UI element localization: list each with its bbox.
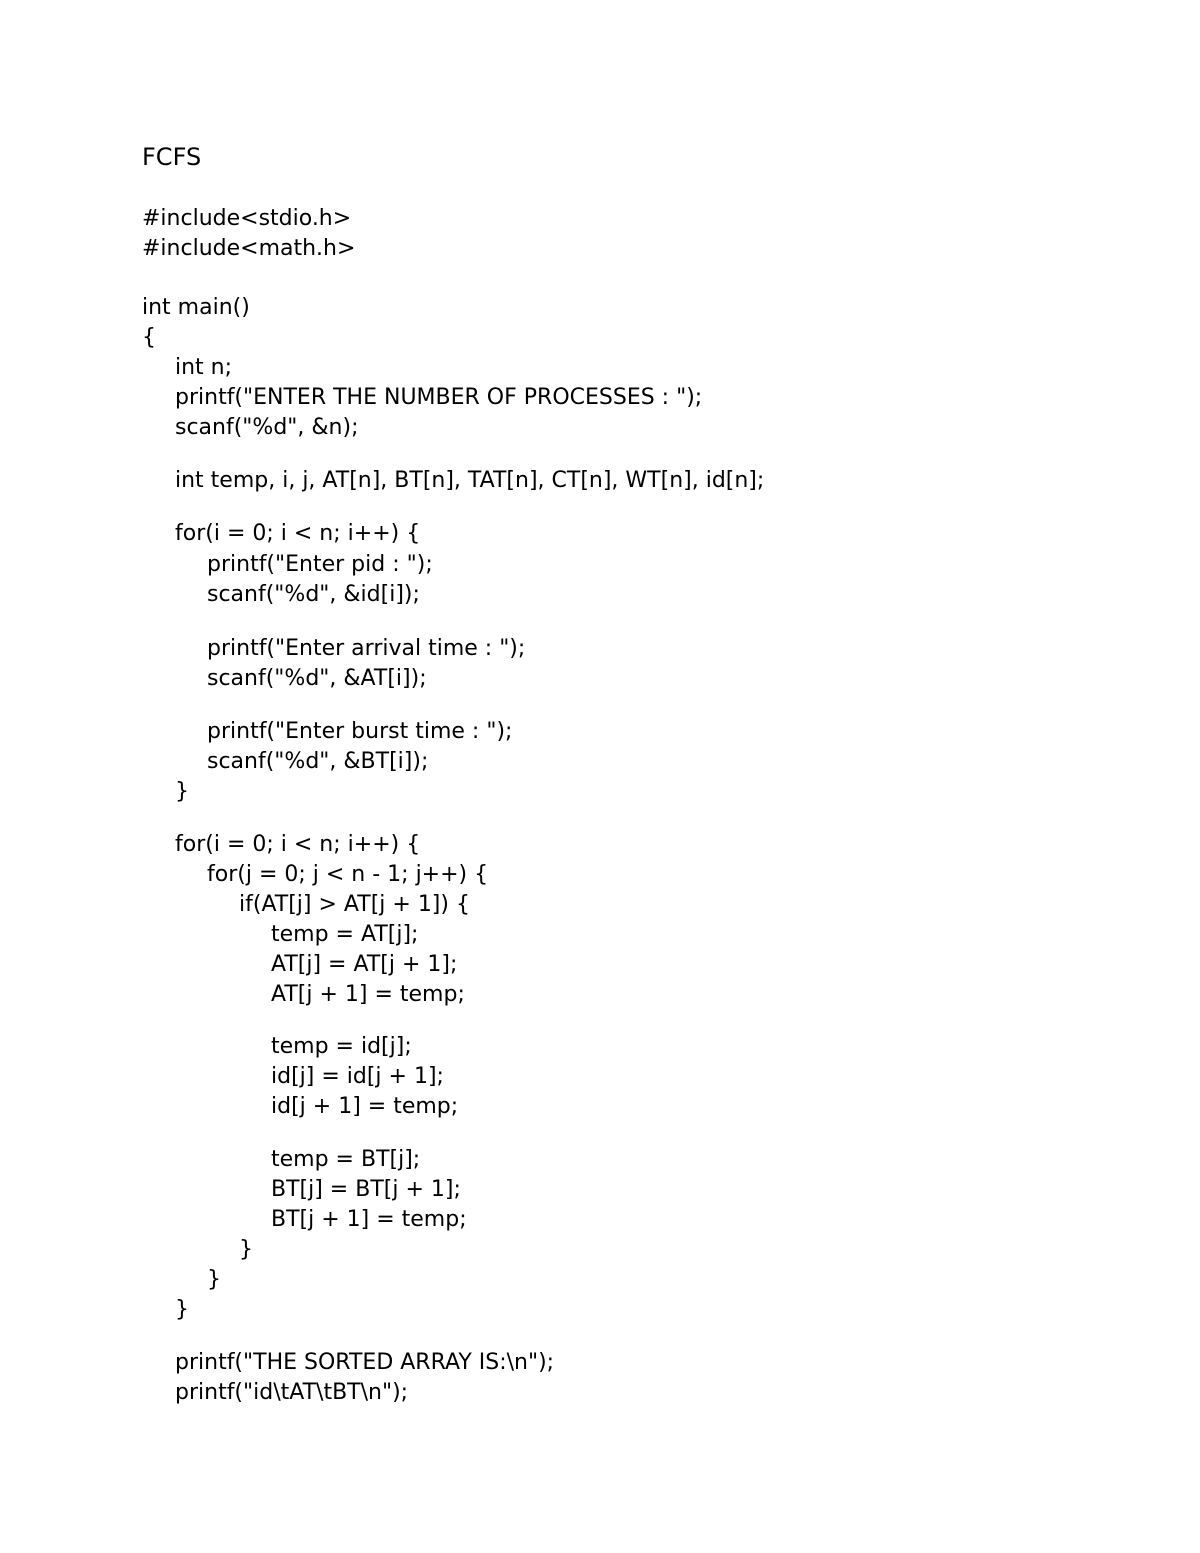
code-line-printf-burst: printf("Enter burst time : ");: [207, 719, 513, 744]
code-line-inner-for-close: }: [207, 1267, 221, 1292]
code-line-declare-n: int n;: [175, 355, 233, 380]
code-line-printf-processes: printf("ENTER THE NUMBER OF PROCESSES : ");: [175, 385, 703, 410]
code-line-swap-id-2: id[j] = id[j + 1];: [271, 1064, 444, 1089]
code-line-sort-outer-for: for(i = 0; i < n; i++) {: [175, 832, 421, 857]
code-line-scanf-arrival: scanf("%d", &AT[i]);: [207, 666, 427, 691]
code-line-swap-id-1: temp = id[j];: [271, 1034, 412, 1059]
code-line-printf-arrival: printf("Enter arrival time : ");: [207, 636, 526, 661]
code-line-input-for: for(i = 0; i < n; i++) {: [175, 521, 421, 546]
code-line-swap-at-3: AT[j + 1] = temp;: [271, 982, 465, 1007]
code-line-sort-inner-for: for(j = 0; j < n - 1; j++) {: [207, 862, 489, 887]
code-line-include-math: #include<math.h>: [142, 236, 356, 261]
code-line-printf-pid: printf("Enter pid : ");: [207, 552, 433, 577]
code-line-swap-at-1: temp = AT[j];: [271, 922, 419, 947]
code-line-scanf-burst: scanf("%d", &BT[i]);: [207, 749, 429, 774]
code-line-input-for-close: }: [175, 779, 189, 804]
code-line-swap-at-2: AT[j] = AT[j + 1];: [271, 952, 458, 977]
code-line-declare-arrays: int temp, i, j, AT[n], BT[n], TAT[n], CT[n], WT[n], id[n];: [175, 468, 765, 493]
code-line-scanf-pid: scanf("%d", &id[i]);: [207, 582, 420, 607]
document-title: FCFS: [142, 143, 202, 171]
code-line-printf-sorted-array: printf("THE SORTED ARRAY IS:\n");: [175, 1350, 555, 1375]
code-line-outer-for-close: }: [175, 1297, 189, 1322]
code-line-printf-table-header: printf("id\tAT\tBT\n");: [175, 1380, 409, 1405]
code-line-include-stdio: #include<stdio.h>: [142, 206, 352, 231]
code-line-sort-if: if(AT[j] > AT[j + 1]) {: [239, 892, 470, 917]
code-line-swap-bt-3: BT[j + 1] = temp;: [271, 1207, 467, 1232]
code-line-swap-bt-2: BT[j] = BT[j + 1];: [271, 1177, 461, 1202]
code-line-if-close: }: [239, 1237, 253, 1262]
code-line-scanf-n: scanf("%d", &n);: [175, 415, 359, 440]
code-line-main-open-brace: {: [142, 325, 156, 350]
code-line-main-signature: int main(): [142, 295, 250, 320]
code-line-swap-bt-1: temp = BT[j];: [271, 1147, 421, 1172]
code-line-swap-id-3: id[j + 1] = temp;: [271, 1094, 459, 1119]
